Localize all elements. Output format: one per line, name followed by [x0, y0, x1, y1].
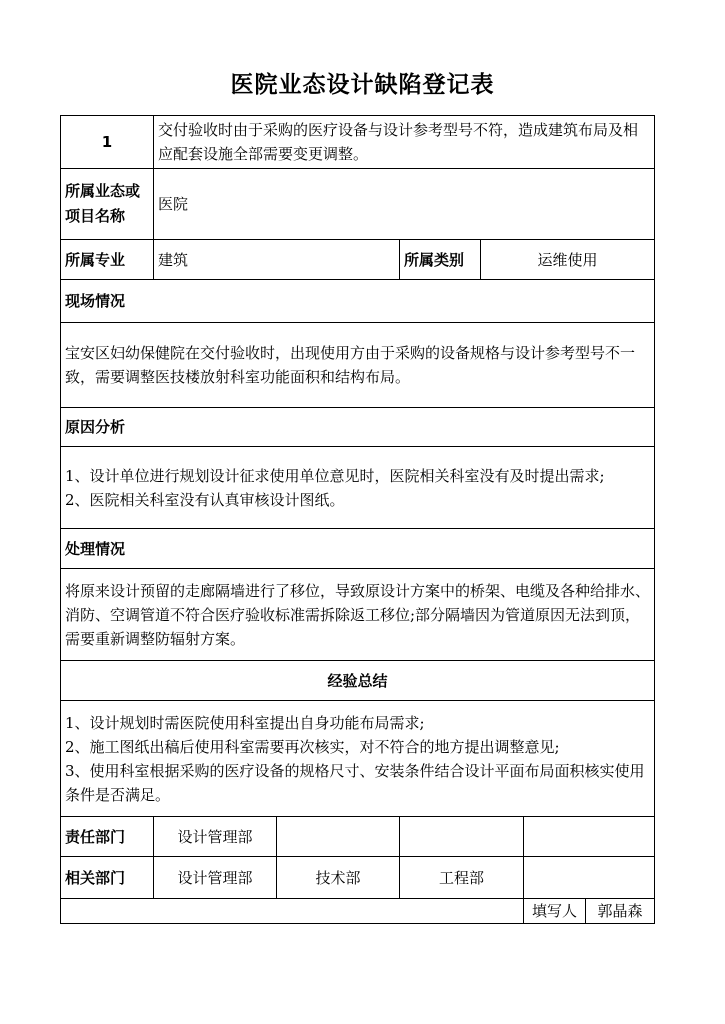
filler-label: 填写人: [524, 899, 586, 924]
handling-text: 将原来设计预留的走廊隔墙进行了移位，导致原设计方案中的桥架、电缆及各种给排水、消防、空调管道不符合医疗验收标准需拆除返工移位;部分隔墙因为管道原因无法到顶，需要重新调整防辐射方案。: [61, 569, 655, 661]
site-text: 宝安区妇幼保健院在交付验收时，出现使用方由于采购的设备规格与设计参考型号不一致，需要调整医技楼放射科室功能面积和结构布局。: [61, 323, 655, 408]
handling-heading-row: [61, 529, 655, 569]
category-label: 所属类别: [400, 240, 481, 280]
summary-heading: 经验总结: [61, 661, 655, 701]
category-value: 运维使用: [481, 240, 655, 280]
specialty-value: 建筑: [154, 240, 400, 280]
related-row: [61, 857, 655, 899]
project-label: 所属业态或项目名称: [61, 169, 154, 240]
responsible-dept-4: [524, 817, 655, 857]
filler-spacer: [61, 899, 524, 924]
project-row: [61, 169, 655, 240]
related-dept-3: 工程部: [400, 857, 524, 899]
cause-line: 1、设计单位进行规划设计征求使用单位意见时，医院相关科室没有及时提出需求;: [65, 466, 605, 485]
summary-line: 3、使用科室根据采购的医疗设备的规格尺寸、安装条件结合设计平面布局面积核实使用条件是否满足。: [65, 761, 645, 804]
summary-heading-row: [61, 661, 655, 701]
summary-line: 1、设计规划时需医院使用科室提出自身功能布局需求;: [65, 713, 425, 732]
filler-name: 郭晶森: [586, 899, 655, 924]
responsible-label: 责任部门: [61, 817, 154, 857]
defect-registration-form: [60, 115, 655, 924]
cause-heading-row: [61, 408, 655, 447]
responsible-row: [61, 817, 655, 857]
cause-line: 2、医院相关科室没有认真审核设计图纸。: [65, 490, 345, 509]
site-heading: 现场情况: [61, 280, 655, 323]
responsible-dept-1: 设计管理部: [154, 817, 277, 857]
related-dept-1: 设计管理部: [154, 857, 277, 899]
summary-text-row: [61, 701, 655, 817]
related-dept-4: [524, 857, 655, 899]
item-row: [61, 116, 655, 169]
responsible-dept-3: [400, 817, 524, 857]
related-dept-2: 技术部: [277, 857, 400, 899]
cause-text: [61, 447, 655, 529]
site-heading-row: [61, 280, 655, 323]
summary-text: [61, 701, 655, 817]
cause-text-row: [61, 447, 655, 529]
responsible-dept-2: [277, 817, 400, 857]
page-title: 医院业态设计缺陷登记表: [230, 72, 495, 98]
cause-heading: 原因分析: [61, 408, 655, 447]
related-label: 相关部门: [61, 857, 154, 899]
handling-heading: 处理情况: [61, 529, 655, 569]
project-value: 医院: [154, 169, 655, 240]
specialty-label: 所属专业: [61, 240, 154, 280]
site-text-row: [61, 323, 655, 408]
item-description: 交付验收时由于采购的医疗设备与设计参考型号不符，造成建筑布局及相应配套设施全部需要变更调整。: [154, 116, 655, 169]
summary-line: 2、施工图纸出稿后使用科室需要再次核实，对不符合的地方提出调整意见;: [65, 737, 560, 756]
filler-row: [61, 899, 655, 924]
specialty-row: [61, 240, 655, 280]
handling-text-row: [61, 569, 655, 661]
item-number: 1: [61, 116, 154, 169]
